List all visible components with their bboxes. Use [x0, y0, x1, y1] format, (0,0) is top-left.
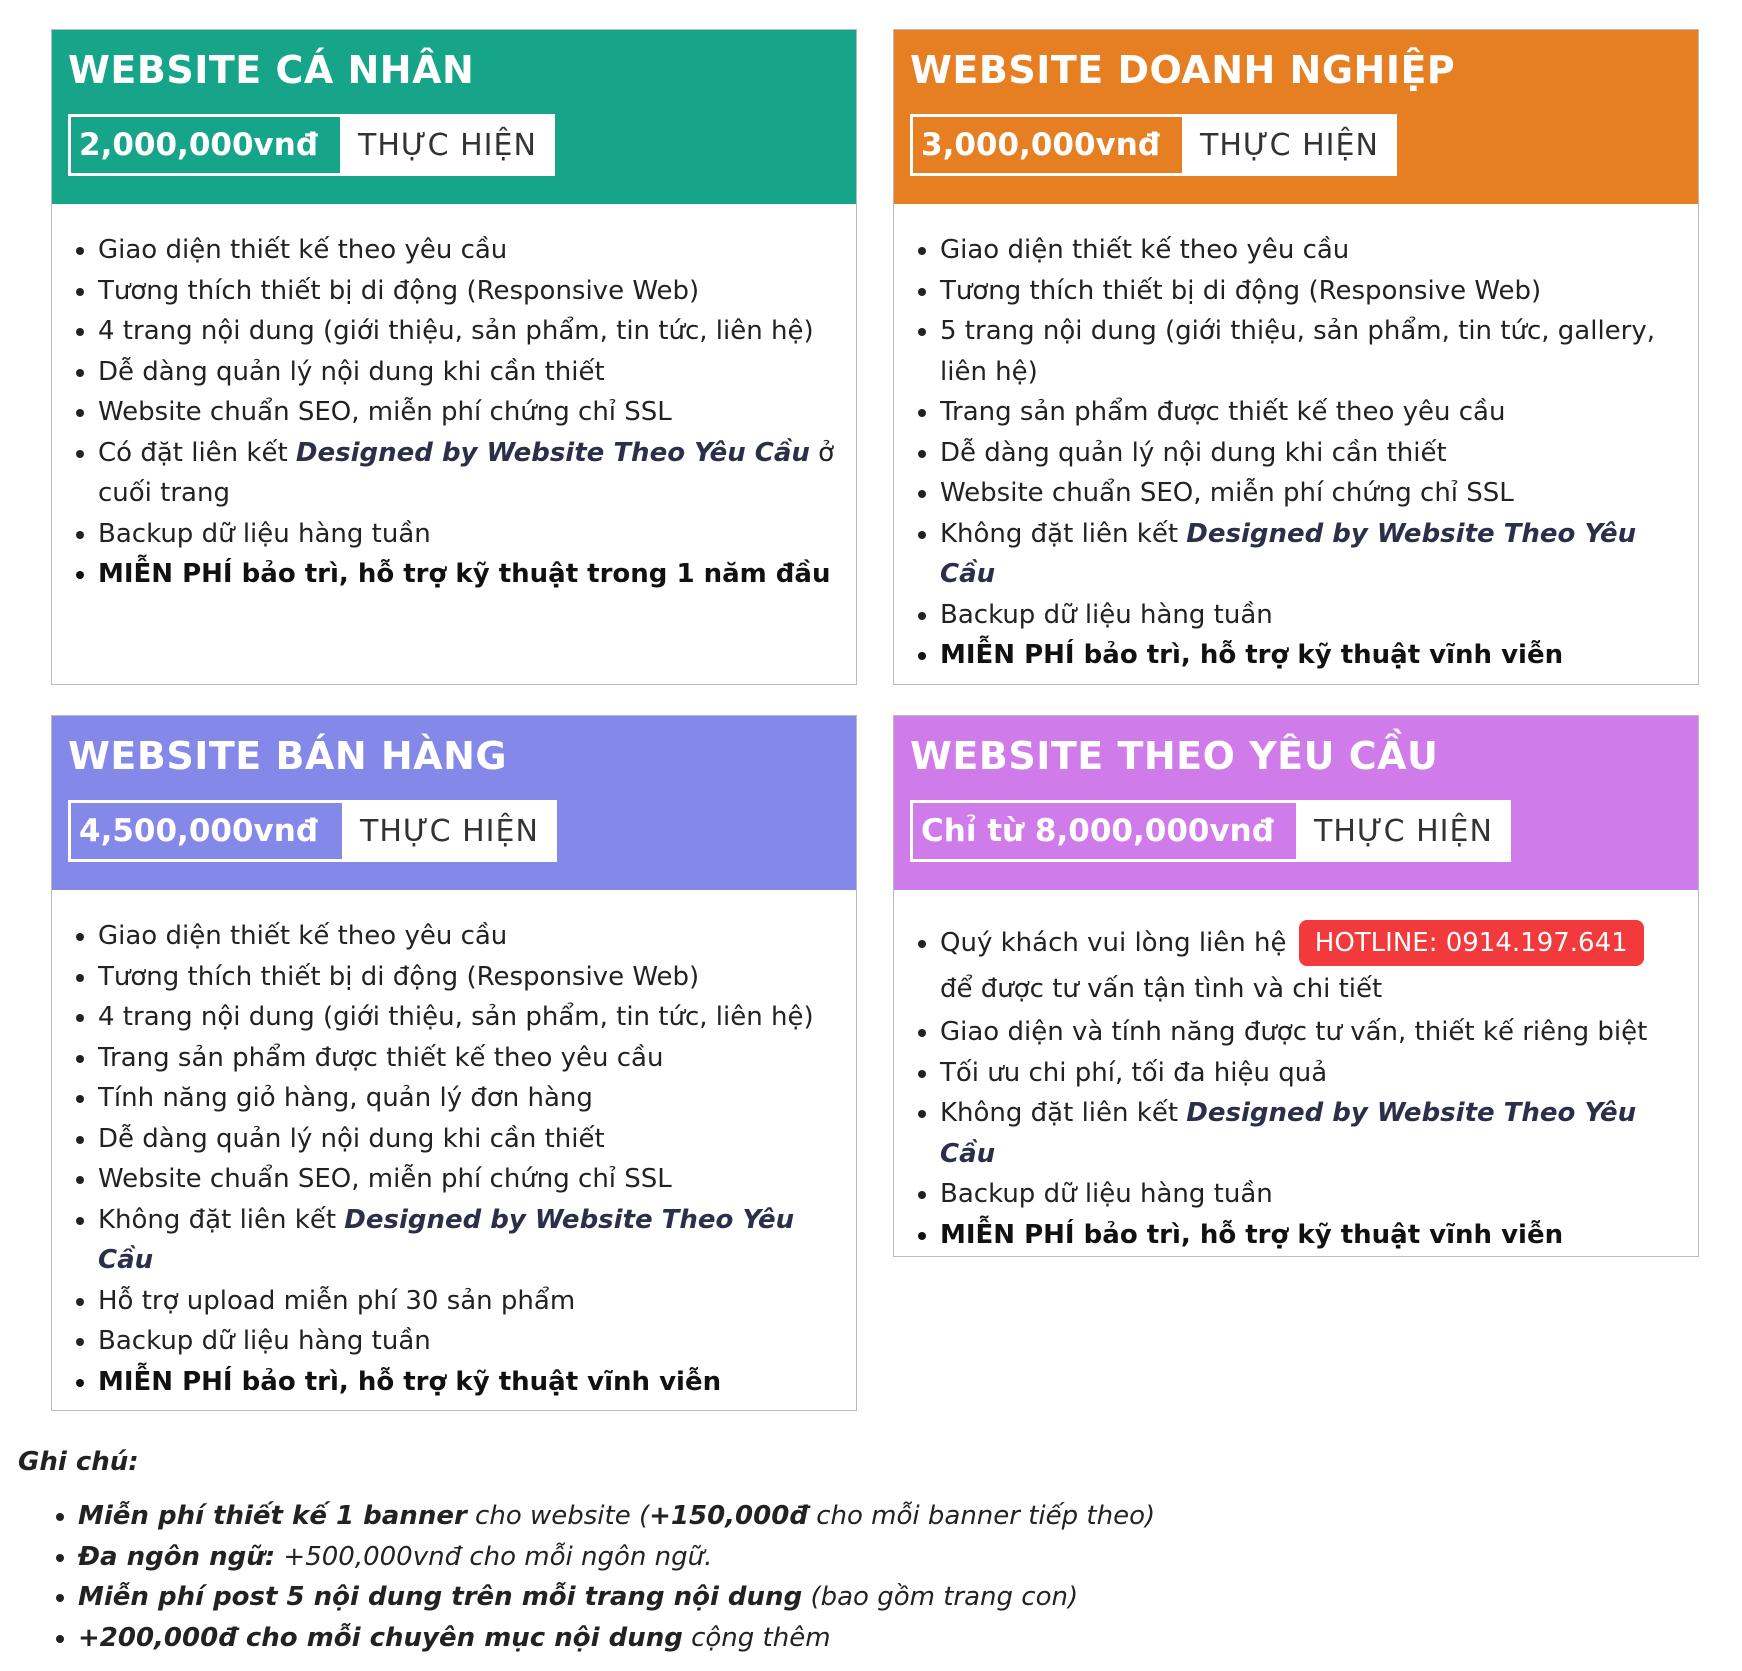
brand-credit: Designed by Website Theo Yêu Cầu [295, 437, 810, 468]
note-text: cho mỗi banner tiếp theo) [807, 1501, 1156, 1531]
note-item [78, 1537, 1718, 1578]
brand-credit: Designed by Website Theo Yêu Cầu [940, 518, 1637, 589]
note-text: (bao gồm trang con) [802, 1582, 1079, 1612]
feature-list [52, 230, 856, 595]
feature-item: • Tính năng giỏ hàng, quản lý đơn hàng [98, 1078, 846, 1119]
feature-item: • Giao diện thiết kế theo yêu cầu [98, 230, 846, 271]
note-emphasis: +200,000đ cho mỗi chuyên mục nội dung [78, 1622, 683, 1653]
feature-item [940, 920, 1688, 1012]
card-title: WEBSITE CÁ NHÂN [68, 48, 475, 92]
pricing-card-sales [51, 715, 857, 1411]
pricing-card-business [893, 29, 1699, 685]
feature-item-highlight: • MIỄN PHÍ bảo trì, hỗ trợ kỹ thuật vĩnh viễn [940, 635, 1688, 676]
notes-list [18, 1496, 1718, 1658]
feature-item [98, 433, 846, 514]
feature-item: • Backup dữ liệu hàng tuần [98, 1321, 846, 1362]
feature-text: Quý khách vui lòng liên hệ [940, 928, 1287, 958]
card-header [894, 716, 1698, 890]
feature-item: • 5 trang nội dung (giới thiệu, sản phẩm, tin tức, gallery, liên hệ) [940, 311, 1688, 392]
feature-item: • Dễ dàng quản lý nội dung khi cần thiết [940, 433, 1688, 474]
feature-item [940, 514, 1688, 595]
order-button[interactable]: THỰC HIỆN [1182, 114, 1397, 176]
note-item [78, 1496, 1718, 1537]
feature-text: Không đặt liên kết [940, 518, 1187, 549]
price-label: 3,000,000vnđ [910, 114, 1182, 176]
feature-item-highlight: • MIỄN PHÍ bảo trì, hỗ trợ kỹ thuật vĩnh viễn [98, 1362, 846, 1403]
price-label: 4,500,000vnđ [68, 800, 342, 862]
card-body [894, 204, 1698, 676]
feature-item: • Backup dữ liệu hàng tuần [940, 1174, 1688, 1215]
card-body [894, 890, 1698, 1255]
feature-item: • Backup dữ liệu hàng tuần [940, 595, 1688, 636]
feature-item: • Website chuẩn SEO, miễn phí chứng chỉ SSL [98, 1159, 846, 1200]
note-emphasis: Miễn phí thiết kế 1 banner [78, 1501, 467, 1531]
hotline-button[interactable]: HOTLINE: 0914.197.641 [1299, 920, 1644, 966]
feature-item-highlight: • MIỄN PHÍ bảo trì, hỗ trợ kỹ thuật vĩnh viễn [940, 1215, 1688, 1256]
feature-item: • Dễ dàng quản lý nội dung khi cần thiết [98, 1119, 846, 1160]
price-row [68, 114, 840, 176]
note-emphasis: Đa ngôn ngữ: [78, 1541, 276, 1572]
feature-item: • Giao diện thiết kế theo yêu cầu [940, 230, 1688, 271]
note-emphasis: +150,000đ [649, 1501, 808, 1531]
feature-item-highlight: • MIỄN PHÍ bảo trì, hỗ trợ kỹ thuật trong 1 năm đầu [98, 554, 846, 595]
card-title: WEBSITE THEO YÊU CẦU [910, 734, 1439, 778]
notes-title: Ghi chú: [18, 1447, 139, 1477]
feature-item: • Dễ dàng quản lý nội dung khi cần thiết [98, 352, 846, 393]
card-header [52, 30, 856, 204]
card-header [894, 30, 1698, 204]
feature-item: • 4 trang nội dung (giới thiệu, sản phẩm, tin tức, liên hệ) [98, 997, 846, 1038]
feature-item [940, 1093, 1688, 1174]
note-text: cộng thêm [682, 1622, 831, 1653]
feature-item: • Backup dữ liệu hàng tuần [98, 514, 846, 555]
feature-item: • Tương thích thiết bị di động (Responsive Web) [940, 271, 1688, 312]
feature-item: • Trang sản phẩm được thiết kế theo yêu cầu [940, 392, 1688, 433]
card-body [52, 204, 856, 595]
feature-item: • 4 trang nội dung (giới thiệu, sản phẩm, tin tức, liên hệ) [98, 311, 846, 352]
card-header [52, 716, 856, 890]
feature-text: Không đặt liên kết [98, 1204, 345, 1235]
brand-credit: Designed by Website Theo Yêu Cầu [98, 1204, 795, 1275]
note-item [78, 1618, 1718, 1659]
feature-text: ở cuối trang [98, 437, 835, 508]
feature-item: • Tối ưu chi phí, tối đa hiệu quả [940, 1053, 1688, 1094]
card-title: WEBSITE DOANH NGHIỆP [910, 48, 1456, 92]
price-row [910, 800, 1682, 862]
pricing-card-personal [51, 29, 857, 685]
order-button[interactable]: THỰC HIỆN [342, 800, 557, 862]
price-row [68, 800, 840, 862]
price-label: Chỉ từ 8,000,000vnđ [910, 800, 1296, 862]
order-button[interactable]: THỰC HIỆN [340, 114, 555, 176]
notes-section [18, 1444, 1718, 1658]
pricing-card-custom [893, 715, 1699, 1257]
feature-item: • Giao diện thiết kế theo yêu cầu [98, 916, 846, 957]
feature-item: • Website chuẩn SEO, miễn phí chứng chỉ SSL [98, 392, 846, 433]
card-title: WEBSITE BÁN HÀNG [68, 734, 508, 778]
note-item [78, 1577, 1718, 1618]
feature-item: • Tương thích thiết bị di động (Responsive Web) [98, 957, 846, 998]
note-text: +500,000vnđ cho mỗi ngôn ngữ. [275, 1541, 713, 1572]
feature-text: để được tư vấn tận tình và chi tiết [940, 974, 1383, 1004]
feature-list [894, 920, 1698, 1255]
feature-item: • Website chuẩn SEO, miễn phí chứng chỉ SSL [940, 473, 1688, 514]
note-emphasis: Miễn phí post 5 nội dung trên mỗi trang nội dung [78, 1582, 803, 1612]
feature-text: Có đặt liên kết [98, 437, 296, 468]
feature-text: Không đặt liên kết [940, 1098, 1187, 1128]
note-text: cho website ( [466, 1501, 650, 1531]
brand-credit: Designed by Website Theo Yêu Cầu [940, 1098, 1637, 1169]
feature-item: • Tương thích thiết bị di động (Responsive Web) [98, 271, 846, 312]
feature-list [894, 230, 1698, 676]
price-label: 2,000,000vnđ [68, 114, 340, 176]
price-row [910, 114, 1682, 176]
feature-item [98, 1200, 846, 1281]
feature-item: • Hỗ trợ upload miễn phí 30 sản phẩm [98, 1281, 846, 1322]
feature-list [52, 916, 856, 1402]
feature-item: • Trang sản phẩm được thiết kế theo yêu cầu [98, 1038, 846, 1079]
order-button[interactable]: THỰC HIỆN [1296, 800, 1511, 862]
feature-item: • Giao diện và tính năng được tư vấn, thiết kế riêng biệt [940, 1012, 1688, 1053]
card-body [52, 890, 856, 1402]
